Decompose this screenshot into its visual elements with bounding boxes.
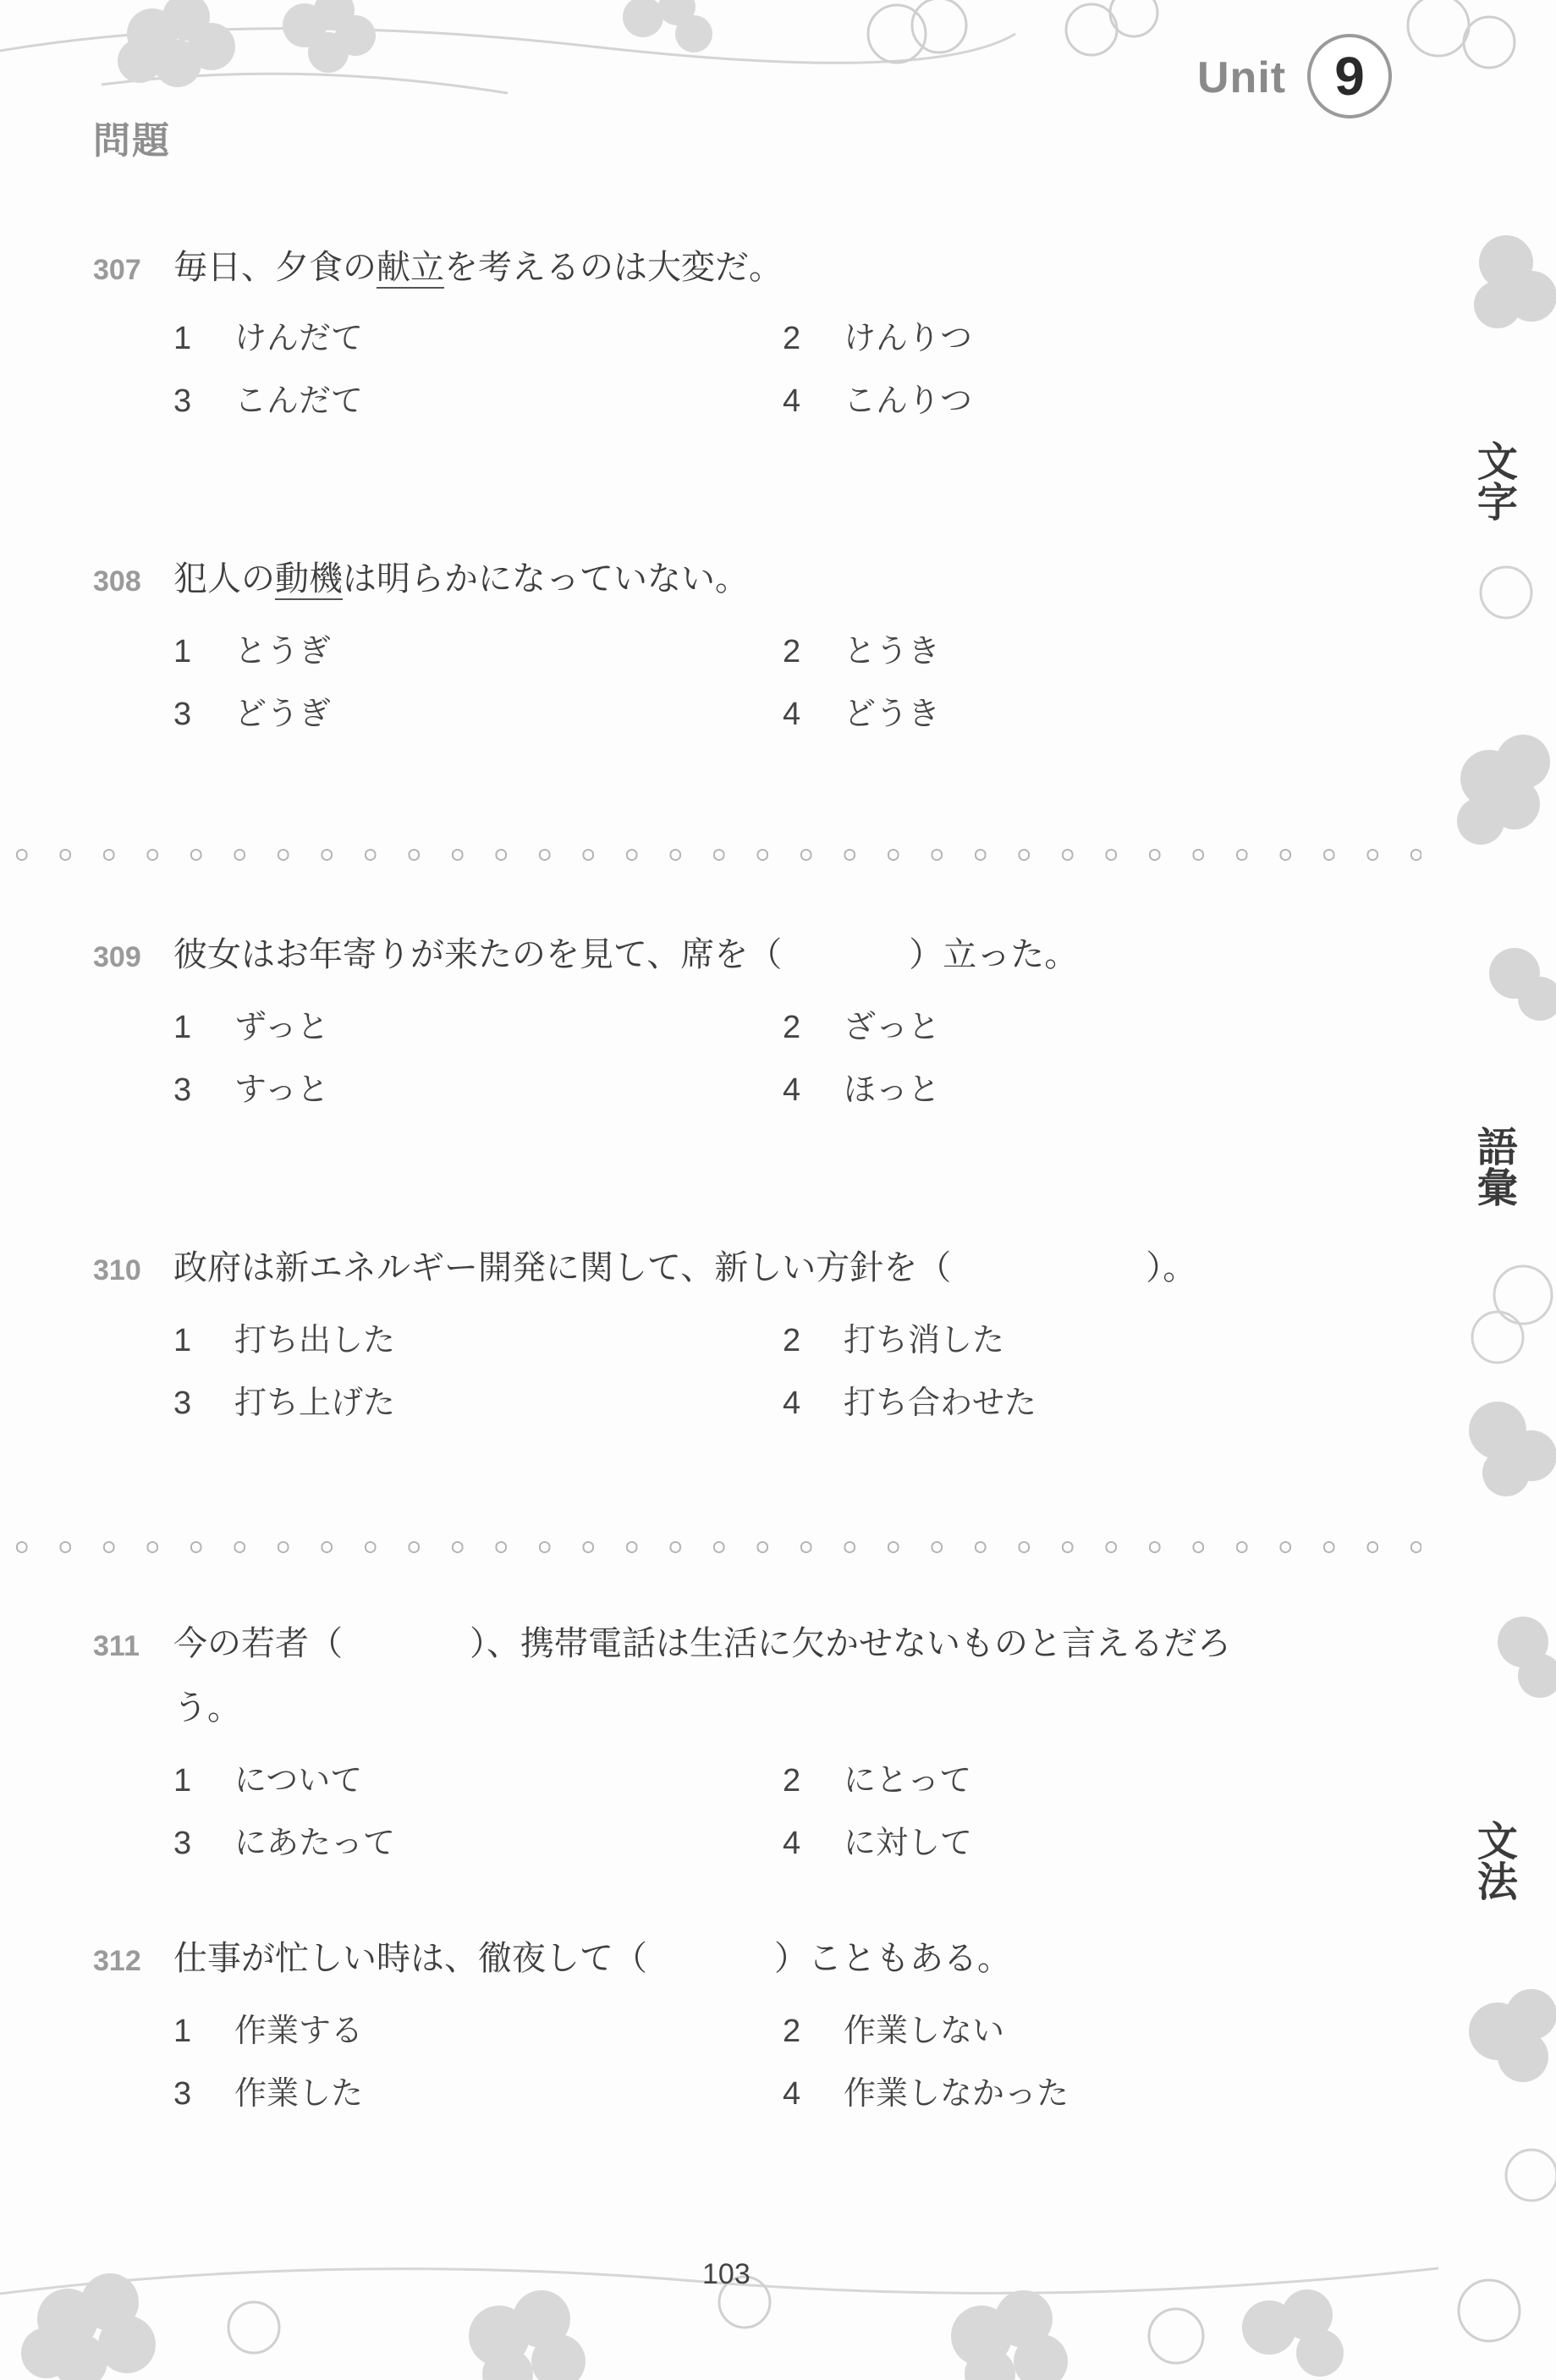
answer-option[interactable] <box>783 1754 971 1800</box>
option-number: 1 <box>173 1323 192 1358</box>
answer-option[interactable] <box>783 2067 1069 2113</box>
side-tab-label: 文字 <box>1470 440 1518 521</box>
option-number: 1 <box>173 1010 192 1045</box>
option-text: どうき <box>844 695 941 732</box>
answer-option[interactable] <box>173 1314 395 1360</box>
option-number: 2 <box>783 1010 801 1045</box>
option-text: にとって <box>844 1761 972 1799</box>
option-text: ほっと <box>844 1071 941 1108</box>
page-number: 103 <box>702 2258 751 2290</box>
answer-option[interactable] <box>783 1063 940 1110</box>
answer-option[interactable] <box>173 1000 329 1047</box>
answer-option[interactable] <box>783 1000 940 1047</box>
side-tab-label: 文法 <box>1470 1820 1518 1901</box>
question-text <box>173 248 783 287</box>
option-number: 3 <box>173 697 192 732</box>
option-number: 3 <box>173 2076 192 2112</box>
answer-option[interactable] <box>173 687 331 734</box>
option-text: とうき <box>844 632 941 669</box>
option-number: 1 <box>173 2014 192 2049</box>
question-text-line2: う。 <box>173 1689 241 1727</box>
side-tab-bunpou <box>1468 1820 1519 1910</box>
option-text: 打ち消した <box>844 1321 1005 1358</box>
dotted-divider <box>0 1539 1421 1556</box>
question-text-before: 今の若者（ <box>173 1624 343 1663</box>
question-number: 307 <box>93 254 141 286</box>
option-text: 打ち出した <box>234 1321 396 1358</box>
option-text: 作業しない <box>844 2012 1005 2049</box>
answer-option[interactable] <box>783 1376 1036 1423</box>
option-text: 作業する <box>234 2012 364 2049</box>
unit-label: Unit <box>1197 53 1287 102</box>
option-text: こんりつ <box>844 382 973 419</box>
question-text-after: ）立った。 <box>909 935 1079 974</box>
question-text-after: ）こともある。 <box>774 1939 1011 1978</box>
option-number: 4 <box>783 1072 801 1108</box>
answer-option[interactable] <box>173 374 363 421</box>
answer-option[interactable] <box>783 1816 972 1863</box>
question-text-before: 政府は新エネルギー開発に関して、新しい方針を（ <box>173 1248 952 1287</box>
option-text: について <box>234 1761 363 1799</box>
unit-number-badge: 9 <box>1307 34 1392 118</box>
option-text: 作業した <box>234 2074 364 2112</box>
answer-option[interactable] <box>173 1754 362 1800</box>
option-number: 3 <box>173 383 192 419</box>
option-number: 2 <box>783 2014 801 2049</box>
question-number: 309 <box>93 941 141 973</box>
option-number: 4 <box>783 383 801 419</box>
question-number: 312 <box>93 1945 141 1977</box>
option-text: こんだて <box>234 382 364 419</box>
option-text: 作業しなかった <box>844 2074 1069 2112</box>
option-number: 1 <box>173 1763 192 1799</box>
option-text: けんだて <box>234 319 364 356</box>
question-number: 311 <box>93 1630 140 1662</box>
option-text: 打ち合わせた <box>844 1384 1037 1421</box>
answer-option[interactable] <box>173 1063 329 1110</box>
option-number: 1 <box>173 321 192 356</box>
underlined-word: 献立 <box>377 248 444 287</box>
side-tab-goi <box>1468 1126 1519 1216</box>
answer-option[interactable] <box>173 311 363 358</box>
answer-option[interactable] <box>173 625 331 671</box>
question-text <box>173 935 1079 974</box>
question-text-after: を考えるのは大変だ。 <box>444 248 783 287</box>
question-text-after: ）、携帯電話は生活に欠かせないものと言えるだろ <box>470 1624 1231 1663</box>
option-text: に対して <box>844 1824 973 1861</box>
option-text: とうぎ <box>234 632 332 669</box>
option-text: すっと <box>234 1071 329 1108</box>
section-title: 問題 <box>93 119 171 163</box>
option-number: 4 <box>783 1826 801 1861</box>
option-number: 2 <box>783 634 801 669</box>
question-text-before: 仕事が忙しい時は、徹夜して（ <box>173 1939 647 1978</box>
question-number: 310 <box>93 1254 141 1286</box>
option-text: にあたって <box>234 1824 396 1861</box>
answer-option[interactable] <box>173 1376 395 1423</box>
answer-option[interactable] <box>173 2067 363 2113</box>
answer-option[interactable] <box>783 1314 1004 1360</box>
option-number: 4 <box>783 697 801 732</box>
option-text: ずっと <box>234 1008 329 1045</box>
option-number: 4 <box>783 2076 801 2112</box>
option-text: ざっと <box>844 1008 941 1045</box>
answer-option[interactable] <box>173 1816 395 1863</box>
option-number: 2 <box>783 321 801 356</box>
answer-option[interactable] <box>173 2004 363 2051</box>
question-text-before: 犯人の <box>173 559 275 598</box>
option-number: 2 <box>783 1763 801 1799</box>
option-text: どうぎ <box>234 695 332 732</box>
question-text-before: 彼女はお年寄りが来たのを見て、席を（ <box>173 935 783 974</box>
underlined-word: 動機 <box>275 559 343 598</box>
dotted-divider <box>0 846 1421 863</box>
option-number: 3 <box>173 1826 192 1861</box>
answer-option[interactable] <box>783 2004 1004 2051</box>
question-text-before: 毎日、夕食の <box>173 248 377 287</box>
question-text <box>173 1624 1231 1663</box>
option-text: 打ち上げた <box>234 1384 396 1421</box>
side-tab-moji <box>1468 440 1519 531</box>
answer-option[interactable] <box>783 687 940 734</box>
question-text <box>173 559 749 598</box>
question-text-after: は明らかになっていない。 <box>343 559 749 598</box>
question-text <box>173 1248 1197 1287</box>
question-text <box>173 1939 1011 1978</box>
option-number: 3 <box>173 1072 192 1108</box>
decorative-flowers-bottom <box>0 2201 1556 2380</box>
question-number: 308 <box>93 565 141 598</box>
answer-option[interactable] <box>783 311 972 358</box>
side-tab-label: 語彙 <box>1470 1126 1518 1207</box>
option-text: けんりつ <box>844 319 973 356</box>
question-text-after: ）。 <box>1146 1248 1197 1287</box>
answer-option[interactable] <box>783 374 972 421</box>
option-number: 3 <box>173 1386 192 1421</box>
option-number: 2 <box>783 1323 801 1358</box>
option-number: 1 <box>173 634 192 669</box>
option-number: 4 <box>783 1386 801 1421</box>
answer-option[interactable] <box>783 625 940 671</box>
